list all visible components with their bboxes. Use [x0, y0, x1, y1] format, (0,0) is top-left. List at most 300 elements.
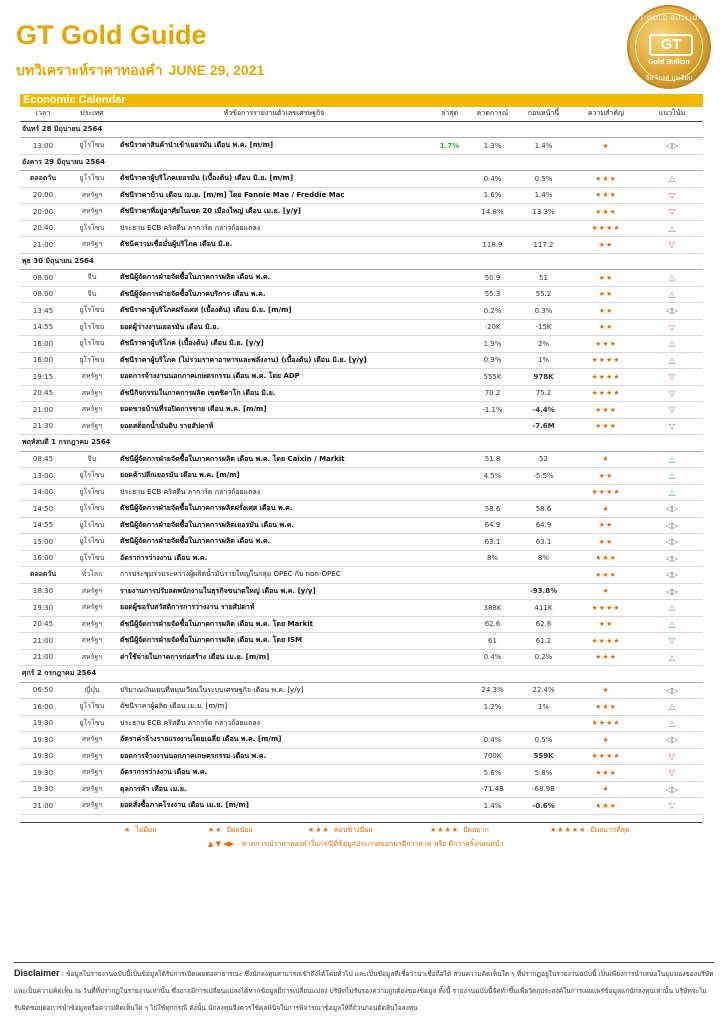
event-forecast — [469, 220, 516, 237]
trend-up-icon: △ — [641, 352, 703, 369]
importance-stars: ★★★ — [571, 765, 641, 782]
event-previous: 2% — [516, 336, 571, 353]
event-row — [20, 567, 703, 584]
event-title: อัตราการว่างงาน เดือน พ.ค. — [118, 550, 430, 567]
day-label: จันทร์ 28 มิถุนายน 2564 — [20, 121, 703, 138]
event-time: 20:40 — [20, 220, 66, 237]
trend-up-icon: △ — [641, 715, 703, 732]
event-forecast: 58.6 — [469, 501, 516, 518]
event-previous: -93.8% — [516, 583, 571, 600]
event-forecast: 1.9% — [469, 336, 516, 353]
trend-down-icon: ▽ — [641, 204, 703, 221]
event-title: ยอดค้าปลีกเยอรมัน เดือน พ.ค. [m/m] — [118, 468, 430, 485]
event-title: การประชุมร่วมระหว่างผู้ผลิตน้ำมันรายใหญ่ในกลุ่ม OPEC กับ non-OPEC — [118, 567, 430, 584]
event-actual — [430, 517, 469, 534]
event-actual — [430, 682, 469, 699]
event-previous: 5.8% — [516, 765, 571, 782]
event-previous: 61.2 — [516, 633, 571, 650]
event-actual: 1.7% — [430, 138, 469, 155]
importance-stars: ★★★★ — [571, 600, 641, 617]
legend-note-text: คาดการณ์ราคาทองคำในกรณีที่ข้อมูลประกาศออกมาดีกว่าคาด หรือ ดีกว่าครั้งก่อนหน้า — [241, 840, 504, 848]
legend-levels — [20, 823, 703, 837]
event-forecast: 388K — [469, 600, 516, 617]
event-time: ตลอดวัน — [20, 171, 66, 188]
trend-up-icon: △ — [641, 286, 703, 303]
event-previous: 75.2 — [516, 385, 571, 402]
event-forecast: -71.4B — [469, 781, 516, 798]
event-actual — [430, 369, 469, 386]
event-time: 15:00 — [20, 534, 66, 551]
event-row — [20, 550, 703, 567]
event-previous: -68.9B — [516, 781, 571, 798]
col-header-previous: ก่อนหน้านี้ — [516, 107, 571, 121]
event-forecast: 64.9 — [469, 517, 516, 534]
event-title: ดัชนีความเชื่อมั่นผู้บริโภค เดือน มิ.ย. — [118, 237, 430, 254]
legend-stars: ★★★★ — [430, 826, 460, 834]
event-row — [20, 484, 703, 501]
col-header-country: ประเทศ — [66, 107, 118, 121]
event-row — [20, 699, 703, 716]
trend-down-icon: ▽ — [641, 369, 703, 386]
economic-calendar — [20, 94, 703, 815]
event-row — [20, 451, 703, 468]
event-actual — [430, 732, 469, 749]
event-actual — [430, 220, 469, 237]
event-title: ดัชนีผู้จัดการฝ่ายจัดซื้อในภาคการผลิต เดือน พ.ค. โดย ISM — [118, 633, 430, 650]
event-title: อัตราค่าจ้างรายแรงงานโดยเฉลี่ย เดือน พ.ค. [m/m] — [118, 732, 430, 749]
event-actual — [430, 352, 469, 369]
calendar-header-row — [20, 107, 703, 121]
event-previous: -5.5% — [516, 468, 571, 485]
importance-stars: ★★★ — [571, 204, 641, 221]
event-forecast: 70.2 — [469, 385, 516, 402]
event-actual — [430, 600, 469, 617]
event-row — [20, 600, 703, 617]
importance-stars: ★★ — [571, 286, 641, 303]
event-time: 14:55 — [20, 319, 66, 336]
importance-stars: ★★★★ — [571, 748, 641, 765]
col-header-forecast: คาดการณ์ — [469, 107, 516, 121]
logo-bottom-text: จีที โกลด์ บูลเลี่ยน — [645, 75, 693, 82]
event-country: ยูโรโซน — [66, 534, 118, 551]
event-actual — [430, 286, 469, 303]
event-row — [20, 732, 703, 749]
event-row — [20, 237, 703, 254]
event-row — [20, 303, 703, 320]
event-country: สหรัฐฯ — [66, 649, 118, 666]
subtitle-text: บทวิเคราะห์ราคาทองคำ — [16, 63, 163, 79]
event-actual — [430, 204, 469, 221]
event-title: ดัชนีราคาผู้ผลิต เดือน เม.ย. [m/m] — [118, 699, 430, 716]
event-title: ประธาน ECB คริสตีน ลาการ์ด กล่าวถ้อยแถลง — [118, 484, 430, 501]
event-title: ค่าใช้จ่ายในภาคการก่อสร้าง เดือน เม.ย. [m/m] — [118, 649, 430, 666]
event-country: ยูโรโซน — [66, 715, 118, 732]
event-time: 19:30 — [20, 781, 66, 798]
trend-neutral-icon: ◁▷ — [641, 550, 703, 567]
event-row — [20, 171, 703, 188]
event-title: ยอดผู้ว่างงานเยอรมัน เดือน มิ.ย. — [118, 319, 430, 336]
col-header-time: เวลา — [20, 107, 66, 121]
importance-stars: ★★★ — [571, 798, 641, 815]
event-actual — [430, 484, 469, 501]
page-title: GT Gold Guide — [16, 20, 207, 50]
event-title: ดัชนีกิจกรรมในภาคการผลิต เขตชิคาโก เดือน มิ.ย. — [118, 385, 430, 402]
importance-stars: ★★★ — [571, 567, 641, 584]
legend-stars: ★ — [124, 826, 132, 834]
event-forecast: 1.6% — [469, 187, 516, 204]
event-time: 08:45 — [20, 451, 66, 468]
event-actual — [430, 171, 469, 188]
event-actual — [430, 649, 469, 666]
event-previous: 0.3% — [516, 303, 571, 320]
event-country: สหรัฐฯ — [66, 237, 118, 254]
importance-stars: ★★★ — [571, 550, 641, 567]
logo-mark: GT — [649, 34, 693, 56]
event-country: สหรัฐฯ — [66, 187, 118, 204]
event-row — [20, 286, 703, 303]
day-header-row — [20, 154, 703, 171]
event-country: สหรัฐฯ — [66, 732, 118, 749]
event-forecast: 1.4% — [469, 798, 516, 815]
legend-level-5 — [550, 825, 630, 836]
event-title: ดัชนีผู้จัดการฝ่ายจัดซื้อในภาคการผลิต เดือน พ.ค. โดย Caixin / Markit — [118, 451, 430, 468]
event-previous: 117.2 — [516, 237, 571, 254]
trend-neutral-icon: ◁▷ — [641, 138, 703, 155]
event-previous: 8% — [516, 550, 571, 567]
trend-neutral-icon: ◁▷ — [641, 501, 703, 518]
event-actual — [430, 319, 469, 336]
trend-neutral-icon: ◁▷ — [641, 781, 703, 798]
disclaimer-heading: Disclaimer — [14, 968, 60, 978]
event-forecast — [469, 715, 516, 732]
event-title: ยอดผู้ขอรับสวัสดิการการว่างงาน รายสัปดาห์ — [118, 600, 430, 617]
trend-up-icon: △ — [641, 468, 703, 485]
event-actual — [430, 187, 469, 204]
event-time: 20:45 — [20, 616, 66, 633]
event-time: 21:00 — [20, 633, 66, 650]
event-row — [20, 649, 703, 666]
event-forecast: -1.1% — [469, 402, 516, 419]
event-time: 13:00 — [20, 138, 66, 155]
trend-down-icon: ▽ — [641, 798, 703, 815]
event-title: ดัชนีราคาสินค้านำเข้าเยอรมัน เดือน พ.ค. [m/m] — [118, 138, 430, 155]
event-actual — [430, 798, 469, 815]
event-title: ปริมาณเงินเยนที่หมุนเวียนในระบบเศรษฐกิจ เดือน พ.ค. [y/y] — [118, 682, 430, 699]
event-time: 16:00 — [20, 550, 66, 567]
event-row — [20, 682, 703, 699]
trend-neutral-icon: ◁▷ — [641, 567, 703, 584]
gt-gold-bullion-logo — [627, 5, 711, 89]
event-country: ยูโรโซน — [66, 484, 118, 501]
day-label: อังคาร 29 มิถุนายน 2564 — [20, 154, 703, 171]
event-title: ดัชนีผู้จัดการฝ่ายจัดซื้อในภาคการผลิต เดือน พ.ค. — [118, 534, 430, 551]
event-forecast — [469, 567, 516, 584]
col-header-trend: แนวโน้ม — [641, 107, 703, 121]
importance-stars: ★★ — [571, 319, 641, 336]
importance-stars: ★★★★ — [571, 220, 641, 237]
event-row — [20, 781, 703, 798]
disclaimer-text: : ข้อมูลในรายงานฉบับนี้เป็นข้อมูลได้รับการเปิดเผยต่อสาธารณะ ซึ่งนักลงทุนสามารถเข้าถึงได้โดยทั่วไป และเป็นข้อมูลที่เชื่อว่าน่าเชื่อถือได้ ส่วนความคิดเห็นใด ๆ ที่ปรากฏอยู่ในรายงานฉบับนี้ เป็นเพียงการนำเสนอในมุมมองของบริษัท และเป็นความคิดเห็น ณ วันที่ที่ปรากฏในรายงานเท่านั้น ซึ่งอาจมีการเปลี่ยนแปลงได้หากข้อมูลมีการเปลี่ยนแปลง บริษัทไม่รับรองความถูกต้องของข้อมูล ทั้งนี้ รายงานฉบับนี้จัดทำขึ้นเพื่อวัตถุประสงค์ในการเผยแพร่ข้อมูลแก่นักลงทุนเท่านั้น บริษัทจะไม่รับผิดชอบต่อการนำข้อมูลหรือความคิดเห็นใด ๆ ไปใช้ทุกกรณี ดังนั้น นักลงทุนจึงควรใช้ดุลพินิจในการพิจารณาข้อมูลให้ถี่ถ้วนก่อนตัดสินใจลงทุน — [14, 970, 714, 1012]
event-previous: 13.3% — [516, 204, 571, 221]
event-time: 21:00 — [20, 237, 66, 254]
importance-stars: ★★★ — [571, 336, 641, 353]
event-actual — [430, 699, 469, 716]
event-previous — [516, 484, 571, 501]
event-title: ดัชนีผู้จัดการฝ่ายจัดซื้อในภาคการผลิตฝรั่งเศส เดือน พ.ค. — [118, 501, 430, 518]
event-country: ยูโรโซน — [66, 517, 118, 534]
event-country: ยูโรโซน — [66, 550, 118, 567]
importance-stars: ★★★★ — [571, 484, 641, 501]
event-forecast: 700K — [469, 748, 516, 765]
event-row — [20, 204, 703, 221]
event-row — [20, 715, 703, 732]
event-row — [20, 270, 703, 287]
event-title: ยอดการจ้างงานนอกภาคเกษตรกรรม เดือน พ.ค. — [118, 748, 430, 765]
importance-stars: ★★ — [571, 616, 641, 633]
event-title: อัตราการว่างงาน เดือน พ.ค. — [118, 765, 430, 782]
event-actual — [430, 715, 469, 732]
event-country: จีน — [66, 270, 118, 287]
col-header-importance: ความสำคัญ — [571, 107, 641, 121]
day-label: พฤหัสบดี 1 กรกฎาคม 2564 — [20, 435, 703, 452]
importance-stars: ★ — [571, 781, 641, 798]
event-title: ประธาน ECB คริสตีน ลาการ์ด กล่าวถ้อยแถลง — [118, 220, 430, 237]
event-country: ยูโรโซน — [66, 699, 118, 716]
event-previous: 62.6 — [516, 616, 571, 633]
legend-label: ค่อนข้างมีผล — [333, 826, 373, 834]
event-forecast: 8% — [469, 550, 516, 567]
event-row — [20, 616, 703, 633]
trend-down-icon: ▽ — [641, 418, 703, 435]
trend-down-icon: ▽ — [641, 748, 703, 765]
event-previous: -0.6% — [516, 798, 571, 815]
event-time: 21:00 — [20, 402, 66, 419]
event-country: ยูโรโซน — [66, 220, 118, 237]
importance-stars: ★★★★ — [571, 715, 641, 732]
event-actual — [430, 765, 469, 782]
legend-trend-symbols: ▲ ▼ ◀▶ — [208, 840, 234, 848]
event-previous — [516, 567, 571, 584]
legend-stars: ★★★★★ — [550, 826, 587, 834]
event-country: ยูโรโซน — [66, 138, 118, 155]
event-actual — [430, 781, 469, 798]
event-row — [20, 468, 703, 485]
trend-down-icon: ▽ — [641, 765, 703, 782]
event-row — [20, 765, 703, 782]
event-row — [20, 501, 703, 518]
event-forecast: 63.1 — [469, 534, 516, 551]
trend-down-icon: ▽ — [641, 633, 703, 650]
legend-level-2 — [208, 825, 253, 836]
event-time: 20:45 — [20, 385, 66, 402]
event-forecast: 14.8% — [469, 204, 516, 221]
event-title: ดัชนีผู้จัดการฝ่ายจัดซื้อในภาคการผลิตเยอรมัน เดือน พ.ค. — [118, 517, 430, 534]
event-forecast: 4.5% — [469, 468, 516, 485]
event-row — [20, 385, 703, 402]
importance-stars: ★★★ — [571, 402, 641, 419]
trend-down-icon: ▽ — [641, 385, 703, 402]
event-actual — [430, 534, 469, 551]
event-row — [20, 402, 703, 419]
col-header-actual: ล่าสุด — [430, 107, 469, 121]
event-actual — [430, 748, 469, 765]
event-country: สหรัฐฯ — [66, 402, 118, 419]
event-country: ยูโรโซน — [66, 501, 118, 518]
event-forecast: 62.6 — [469, 616, 516, 633]
importance-stars: ★★★★ — [571, 352, 641, 369]
trend-up-icon: △ — [641, 336, 703, 353]
importance-stars: ★★ — [571, 468, 641, 485]
calendar-table — [20, 107, 703, 815]
legend-level-1 — [124, 825, 156, 836]
event-forecast: 51.8 — [469, 451, 516, 468]
legend-trend-note — [208, 839, 504, 850]
importance-stars: ★ — [571, 138, 641, 155]
event-previous: 58.6 — [516, 501, 571, 518]
event-forecast: 0.4% — [469, 171, 516, 188]
importance-stars: ★★★ — [571, 699, 641, 716]
trend-neutral-icon: ◁▷ — [641, 732, 703, 749]
event-row — [20, 748, 703, 765]
col-header-event: หัวข้อการรายงานตัวเลขเศรษฐกิจ — [118, 107, 430, 121]
day-header-row — [20, 121, 703, 138]
event-previous: 1.4% — [516, 138, 571, 155]
event-forecast: 0.2% — [469, 303, 516, 320]
legend-label: มีผลน้อย — [226, 826, 253, 834]
event-country: จีน — [66, 451, 118, 468]
event-time: 13:45 — [20, 303, 66, 320]
event-title: ดัชนีราคาผู้บริโภค (ไม่รวมราคาอาหารและพลังงาน) (เบื้องต้น) เดือน มิ.ย. [y/y] — [118, 352, 430, 369]
event-previous: 1.4% — [516, 187, 571, 204]
trend-up-icon: △ — [641, 270, 703, 287]
event-actual — [430, 550, 469, 567]
event-time: 19:30 — [20, 748, 66, 765]
event-country: สหรัฐฯ — [66, 204, 118, 221]
event-previous: -7.6M — [516, 418, 571, 435]
event-actual — [430, 402, 469, 419]
event-previous: 559K — [516, 748, 571, 765]
event-previous: 22.4% — [516, 682, 571, 699]
trend-up-icon: △ — [641, 600, 703, 617]
trend-neutral-icon: ◁▷ — [641, 303, 703, 320]
event-country: ยูโรโซน — [66, 336, 118, 353]
event-forecast: 61 — [469, 633, 516, 650]
trend-up-icon: △ — [641, 171, 703, 188]
logo-name: Gold Bullion — [648, 59, 690, 66]
event-forecast — [469, 583, 516, 600]
event-country: สหรัฐฯ — [66, 765, 118, 782]
event-previous: 1% — [516, 352, 571, 369]
event-forecast: 55.3 — [469, 286, 516, 303]
trend-down-icon: ▽ — [641, 237, 703, 254]
trend-neutral-icon: ◁▷ — [641, 682, 703, 699]
event-time: 13:00 — [20, 468, 66, 485]
event-country: ยูโรโซน — [66, 352, 118, 369]
event-country: ยูโรโซน — [66, 468, 118, 485]
event-row — [20, 138, 703, 155]
event-country: สหรัฐฯ — [66, 600, 118, 617]
event-row — [20, 633, 703, 650]
importance-stars: ★★★ — [571, 418, 641, 435]
event-time: 19:30 — [20, 600, 66, 617]
event-forecast: 555K — [469, 369, 516, 386]
event-title: ยอดขายบ้านที่รอปิดการขาย เดือน พ.ค. [m/m] — [118, 402, 430, 419]
importance-stars: ★★★★ — [571, 633, 641, 650]
legend-label: มีผลมาก — [463, 826, 489, 834]
event-previous: 411K — [516, 600, 571, 617]
event-previous: 63.1 — [516, 534, 571, 551]
event-country: จีน — [66, 286, 118, 303]
event-title: ยอดการจ้างงานนอกภาคเกษตรกรรม เดือน พ.ค. โดย ADP — [118, 369, 430, 386]
event-time: 21:00 — [20, 649, 66, 666]
event-country: ญี่ปุ่น — [66, 682, 118, 699]
event-title: ประธาน ECB คริสตีน ลาการ์ด กล่าวถ้อยแถลง — [118, 715, 430, 732]
disclaimer — [14, 962, 714, 1017]
event-previous: 0.5% — [516, 171, 571, 188]
importance-stars: ★★ — [571, 237, 641, 254]
event-actual — [430, 237, 469, 254]
event-time: 18:30 — [20, 583, 66, 600]
event-row — [20, 798, 703, 815]
event-forecast: 1.3% — [469, 138, 516, 155]
event-country: ยูโรโซน — [66, 319, 118, 336]
event-row — [20, 319, 703, 336]
calendar-heading: Economic Calendar — [20, 94, 703, 107]
event-country: ยูโรโซน — [66, 171, 118, 188]
importance-stars: ★★★ — [571, 171, 641, 188]
day-label: ศุกร์ 2 กรกฎาคม 2564 — [20, 666, 703, 683]
legend-label: มีผลมากที่สุด — [590, 826, 630, 834]
event-previous: 51 — [516, 270, 571, 287]
event-time: 08:00 — [20, 270, 66, 287]
event-previous: 52 — [516, 451, 571, 468]
trend-down-icon: ▽ — [641, 402, 703, 419]
trend-neutral-icon: ◁▷ — [641, 517, 703, 534]
trend-neutral-icon: ◁▷ — [641, 583, 703, 600]
importance-stars: ★★ — [571, 534, 641, 551]
event-forecast: 24.3% — [469, 682, 516, 699]
event-time: 21:00 — [20, 798, 66, 815]
event-time: 14:55 — [20, 517, 66, 534]
event-previous: 55.2 — [516, 286, 571, 303]
event-actual — [430, 303, 469, 320]
event-time: 16:00 — [20, 699, 66, 716]
event-previous: 0.2% — [516, 649, 571, 666]
event-actual — [430, 567, 469, 584]
event-previous: 978K — [516, 369, 571, 386]
event-country: ทั่วโลก — [66, 567, 118, 584]
importance-stars: ★★★★ — [571, 385, 641, 402]
day-header-row — [20, 253, 703, 270]
event-forecast: 5.6% — [469, 765, 516, 782]
event-time: 14:00 — [20, 484, 66, 501]
event-country: สหรัฐฯ — [66, 583, 118, 600]
importance-stars: ★★ — [571, 303, 641, 320]
event-country: สหรัฐฯ — [66, 616, 118, 633]
importance-stars: ★ — [571, 732, 641, 749]
legend-label: ไม่มีผล — [135, 826, 157, 834]
event-title: ดัชนีผู้จัดการฝ่ายจัดซื้อในภาคการผลิต เดือน พ.ค. — [118, 270, 430, 287]
event-time: 14:50 — [20, 501, 66, 518]
trend-down-icon: ▽ — [641, 319, 703, 336]
event-row — [20, 369, 703, 386]
event-row — [20, 352, 703, 369]
event-country: สหรัฐฯ — [66, 798, 118, 815]
event-row — [20, 220, 703, 237]
event-forecast — [469, 418, 516, 435]
event-actual — [430, 270, 469, 287]
event-row — [20, 418, 703, 435]
